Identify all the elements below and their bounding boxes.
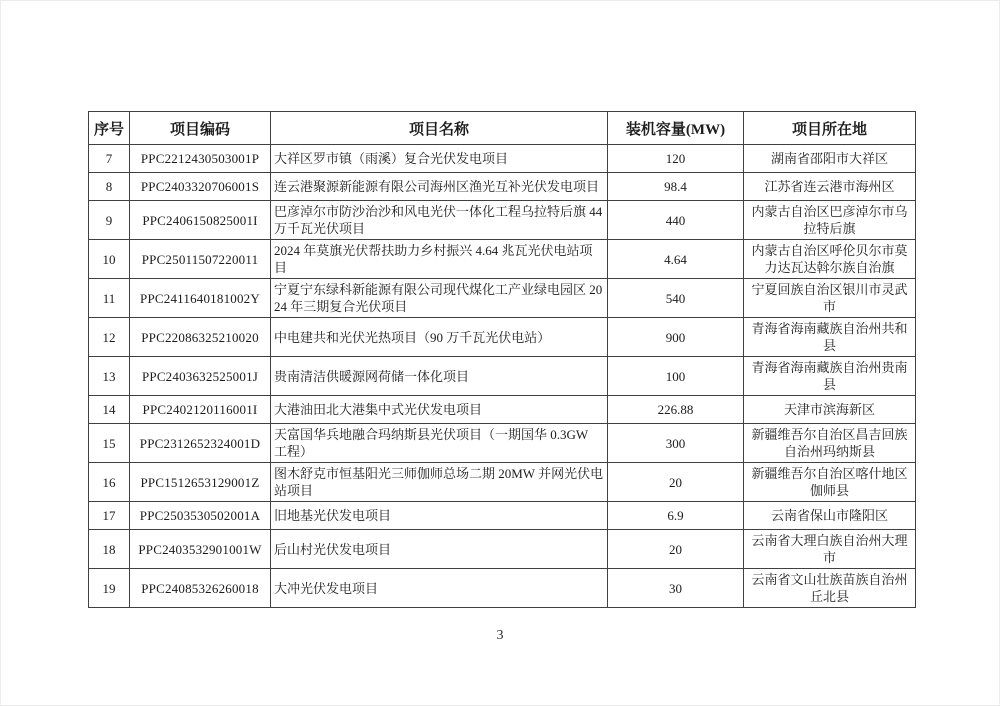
- cell-location: 新疆维吾尔自治区喀什地区伽师县: [744, 463, 916, 502]
- cell-code: PPC2403632525001J: [130, 357, 271, 396]
- cell-index: 16: [89, 463, 130, 502]
- cell-code: PPC2402120116001I: [130, 396, 271, 424]
- table-row: [89, 463, 916, 502]
- cell-capacity: 300: [608, 424, 744, 463]
- cell-location: 青海省海南藏族自治州贵南县: [744, 357, 916, 396]
- cell-code: PPC1512653129001Z: [130, 463, 271, 502]
- cell-name: 2024 年莫旗光伏帮扶助力乡村振兴 4.64 兆瓦光伏电站项目: [271, 240, 608, 279]
- cell-index: 19: [89, 569, 130, 608]
- table-row: [89, 530, 916, 569]
- cell-name: 大港油田北大港集中式光伏发电项目: [271, 396, 608, 424]
- table-row: [89, 502, 916, 530]
- cell-name: 贵南清洁供暖源网荷储一体化项目: [271, 357, 608, 396]
- col-header-code: 项目编码: [130, 112, 271, 145]
- cell-index: 17: [89, 502, 130, 530]
- cell-index: 14: [89, 396, 130, 424]
- cell-code: PPC24085326260018: [130, 569, 271, 608]
- table-row: [89, 424, 916, 463]
- cell-name: 图木舒克市恒基阳光三师伽师总场二期 20MW 并网光伏电站项目: [271, 463, 608, 502]
- cell-name: 宁夏宁东绿科新能源有限公司现代煤化工产业绿电园区 2024 年三期复合光伏项目: [271, 279, 608, 318]
- table-row: [89, 318, 916, 357]
- cell-name: 大祥区罗市镇（雨溪）复合光伏发电项目: [271, 145, 608, 173]
- cell-name: 大冲光伏发电项目: [271, 569, 608, 608]
- col-header-index: 序号: [89, 112, 130, 145]
- cell-location: 青海省海南藏族自治州共和县: [744, 318, 916, 357]
- cell-location: 云南省文山壮族苗族自治州丘北县: [744, 569, 916, 608]
- cell-capacity: 120: [608, 145, 744, 173]
- cell-name: 后山村光伏发电项目: [271, 530, 608, 569]
- cell-location: 宁夏回族自治区银川市灵武市: [744, 279, 916, 318]
- cell-index: 18: [89, 530, 130, 569]
- cell-location: 云南省大理白族自治州大理市: [744, 530, 916, 569]
- cell-index: 7: [89, 145, 130, 173]
- cell-code: PPC2212430503001P: [130, 145, 271, 173]
- table-row: [89, 173, 916, 201]
- table-row: [89, 201, 916, 240]
- cell-name: 中电建共和光伏光热项目（90 万千瓦光伏电站）: [271, 318, 608, 357]
- page-number: 3: [496, 628, 504, 643]
- cell-code: PPC2403320706001S: [130, 173, 271, 201]
- table-row: [89, 279, 916, 318]
- cell-capacity: 30: [608, 569, 744, 608]
- cell-name: 旧地基光伏发电项目: [271, 502, 608, 530]
- cell-name: 天富国华兵地融合玛纳斯县光伏项目（一期国华 0.3GW 工程）: [271, 424, 608, 463]
- cell-index: 11: [89, 279, 130, 318]
- cell-name: 连云港聚源新能源有限公司海州区渔光互补光伏发电项目: [271, 173, 608, 201]
- cell-location: 天津市滨海新区: [744, 396, 916, 424]
- cell-code: PPC25011507220011: [130, 240, 271, 279]
- cell-code: PPC22086325210020: [130, 318, 271, 357]
- cell-code: PPC2503530502001A: [130, 502, 271, 530]
- cell-location: 湖南省邵阳市大祥区: [744, 145, 916, 173]
- cell-capacity: 226.88: [608, 396, 744, 424]
- cell-index: 8: [89, 173, 130, 201]
- cell-location: 内蒙古自治区巴彦淖尔市乌拉特后旗: [744, 201, 916, 240]
- cell-capacity: 98.4: [608, 173, 744, 201]
- cell-index: 9: [89, 201, 130, 240]
- cell-location: 云南省保山市隆阳区: [744, 502, 916, 530]
- cell-capacity: 4.64: [608, 240, 744, 279]
- cell-code: PPC2312652324001D: [130, 424, 271, 463]
- cell-capacity: 6.9: [608, 502, 744, 530]
- table-row: [89, 396, 916, 424]
- cell-location: 内蒙古自治区呼伦贝尔市莫力达瓦达斡尔族自治旗: [744, 240, 916, 279]
- project-table: [88, 111, 916, 608]
- table-header-row: [89, 112, 916, 145]
- cell-index: 12: [89, 318, 130, 357]
- cell-capacity: 100: [608, 357, 744, 396]
- cell-code: PPC2403532901001W: [130, 530, 271, 569]
- col-header-location: 项目所在地: [744, 112, 916, 145]
- table-row: [89, 145, 916, 173]
- table-row: [89, 569, 916, 608]
- project-table-body: [89, 145, 916, 608]
- col-header-name: 项目名称: [271, 112, 608, 145]
- cell-index: 10: [89, 240, 130, 279]
- col-header-capacity: 装机容量(MW): [608, 112, 744, 145]
- cell-location: 江苏省连云港市海州区: [744, 173, 916, 201]
- table-row: [89, 240, 916, 279]
- cell-index: 13: [89, 357, 130, 396]
- cell-capacity: 20: [608, 530, 744, 569]
- table-row: [89, 357, 916, 396]
- cell-capacity: 440: [608, 201, 744, 240]
- cell-capacity: 900: [608, 318, 744, 357]
- cell-name: 巴彦淖尔市防沙治沙和风电光伏一体化工程乌拉特后旗 44万千瓦光伏项目: [271, 201, 608, 240]
- cell-capacity: 20: [608, 463, 744, 502]
- cell-index: 15: [89, 424, 130, 463]
- cell-code: PPC2411640181002Y: [130, 279, 271, 318]
- cell-location: 新疆维吾尔自治区昌吉回族自治州玛纳斯县: [744, 424, 916, 463]
- cell-capacity: 540: [608, 279, 744, 318]
- cell-code: PPC2406150825001I: [130, 201, 271, 240]
